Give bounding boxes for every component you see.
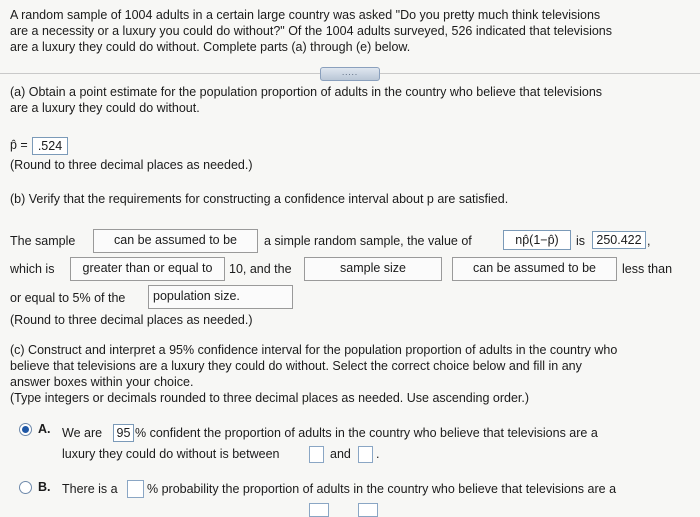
- size-assumption-dropdown[interactable]: can be assumed to be: [452, 257, 617, 281]
- text-comma: ,: [647, 234, 651, 248]
- text-which-is: which is: [10, 262, 55, 276]
- text-less-than: less than: [622, 262, 673, 276]
- option-b-radio[interactable]: [19, 481, 32, 494]
- comparison-dropdown[interactable]: greater than or equal to: [70, 257, 225, 281]
- text-or-equal-to: or equal to 5% of the: [10, 291, 126, 305]
- option-b-text-1: There is a: [62, 482, 118, 496]
- part-a-line-1: (a) Obtain a point estimate for the population proportion of adults in the country who believe that televisions: [10, 85, 603, 99]
- option-a-letter: A.: [38, 422, 51, 436]
- population-size-dropdown[interactable]: population size.: [148, 285, 293, 309]
- option-a-text-3: luxury they could do without is between: [62, 447, 280, 461]
- phat-label: p̂ =: [10, 138, 28, 152]
- formula-box: np̂(1−p̂): [503, 230, 571, 250]
- text-simple-random-sample: a simple random sample, the value of: [264, 234, 472, 248]
- sample-assumption-dropdown[interactable]: can be assumed to be: [93, 229, 258, 253]
- intro-line-1: A random sample of 1004 adults in a certain large country was asked "Do you pretty much think televisions: [10, 8, 601, 22]
- part-a-round-note: (Round to three decimal places as needed.): [10, 158, 253, 172]
- part-c-line-4: (Type integers or decimals rounded to three decimal places as needed. Use ascending order.): [10, 391, 530, 405]
- intro-line-3: are a luxury they could do without. Complete parts (a) through (e) below.: [10, 40, 411, 54]
- probability-input[interactable]: [127, 480, 144, 498]
- part-c-line-1: (c) Construct and interpret a 95% confidence interval for the population proportion of adults in the country who: [10, 343, 618, 357]
- intro-line-2: are a necessity or a luxury you could do without?" Of the 1004 adults surveyed, 526 indicated that televisions: [10, 24, 613, 38]
- part-c-line-2: believe that televisions are a luxury they could do without. Select the correct choice below and fill in any: [10, 359, 582, 373]
- expand-more-button[interactable]: .....: [320, 67, 380, 81]
- option-a-text-1: We are: [62, 426, 103, 440]
- option-b-text-2: % probability the proportion of adults in the country who believe that televisions are a: [147, 482, 617, 496]
- option-a-radio[interactable]: [19, 423, 32, 436]
- text-is: is: [576, 234, 586, 248]
- option-a-and: and: [330, 447, 351, 461]
- part-c-line-3: answer boxes within your choice.: [10, 375, 194, 389]
- text-10-and-the: 10, and the: [229, 262, 292, 276]
- confidence-level-box[interactable]: 95: [113, 424, 134, 442]
- option-a-end: .: [376, 447, 380, 461]
- sample-size-dropdown[interactable]: sample size: [304, 257, 442, 281]
- upper-bound-input[interactable]: [358, 446, 373, 463]
- part-b-round-note: (Round to three decimal places as needed.): [10, 313, 253, 327]
- phat-answer-box[interactable]: .524: [32, 137, 68, 155]
- part-a-line-2: are a luxury they could do without.: [10, 101, 200, 115]
- text-the-sample: The sample: [10, 234, 76, 248]
- part-b-title: (b) Verify that the requirements for constructing a confidence interval about p are satisfied.: [10, 192, 509, 206]
- option-a-text-2: % confident the proportion of adults in the country who believe that televisions are a: [135, 426, 598, 440]
- np-value-answer-box[interactable]: 250.422: [592, 231, 646, 249]
- option-b-letter: B.: [38, 480, 51, 494]
- lower-bound-input[interactable]: [309, 446, 324, 463]
